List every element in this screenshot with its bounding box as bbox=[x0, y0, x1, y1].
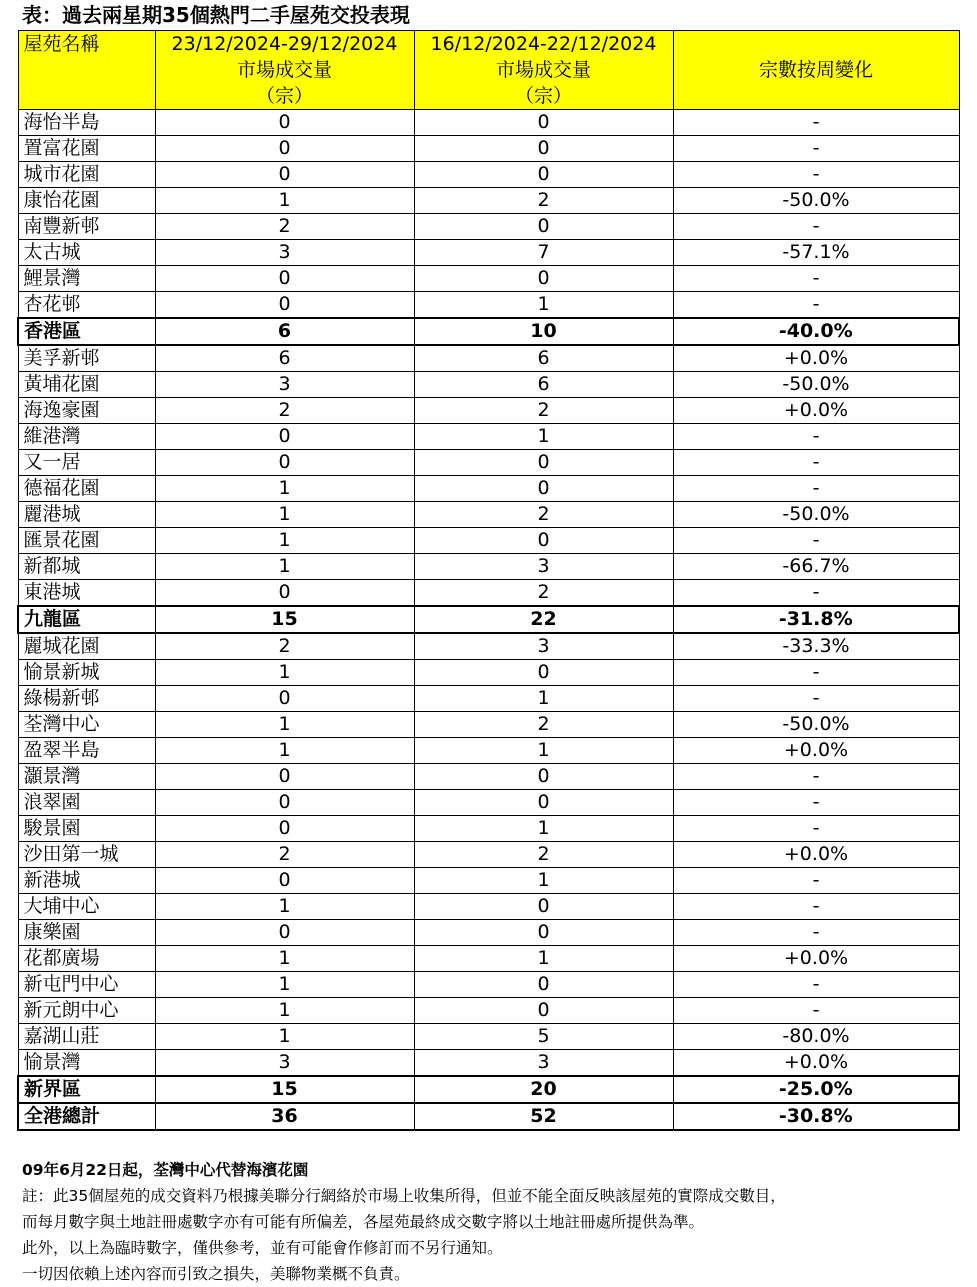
weekly-change-cell: -30.8% bbox=[673, 1103, 959, 1130]
table-row bbox=[18, 712, 959, 738]
previous-week-cell: 2 bbox=[414, 842, 673, 868]
previous-week-cell: 2 bbox=[414, 580, 673, 607]
page-title: 表：過去兩星期35個熱門二手屋苑交投表現 bbox=[22, 3, 410, 27]
current-week-cell: 1 bbox=[155, 1024, 414, 1050]
weekly-change-cell: +0.0% bbox=[673, 946, 959, 972]
current-week-cell: 1 bbox=[155, 894, 414, 920]
weekly-change-cell: - bbox=[673, 998, 959, 1024]
previous-week-cell: 1 bbox=[414, 292, 673, 319]
weekly-change-cell: - bbox=[673, 292, 959, 319]
table-row bbox=[18, 972, 959, 998]
table-row bbox=[18, 920, 959, 946]
disclaimer-line: 一切因依賴上述內容而引致之損失，美聯物業概不負責。 bbox=[22, 1265, 410, 1283]
current-week-cell: 2 bbox=[155, 633, 414, 660]
weekly-change-cell: -80.0% bbox=[673, 1024, 959, 1050]
table-row bbox=[18, 476, 959, 502]
previous-week-cell: 7 bbox=[414, 240, 673, 266]
estate-name-cell: 太古城 bbox=[18, 240, 155, 266]
header-line: 23/12/2024-29/12/2024 bbox=[171, 33, 398, 55]
estate-name-cell: 駿景園 bbox=[18, 816, 155, 842]
previous-week-cell: 0 bbox=[414, 894, 673, 920]
table-row bbox=[18, 240, 959, 266]
current-week-cell: 0 bbox=[155, 790, 414, 816]
previous-week-cell: 6 bbox=[414, 372, 673, 398]
weekly-change-cell: - bbox=[673, 528, 959, 554]
table-row bbox=[18, 266, 959, 292]
previous-week-cell: 3 bbox=[414, 633, 673, 660]
previous-week-cell: 1 bbox=[414, 946, 673, 972]
current-week-cell: 0 bbox=[155, 580, 414, 607]
weekly-change-cell: - bbox=[673, 790, 959, 816]
table-row bbox=[18, 738, 959, 764]
current-week-cell: 1 bbox=[155, 476, 414, 502]
weekly-change-cell: -50.0% bbox=[673, 372, 959, 398]
weekly-change-cell: +0.0% bbox=[673, 398, 959, 424]
previous-week-cell: 5 bbox=[414, 1024, 673, 1050]
current-week-cell: 0 bbox=[155, 136, 414, 162]
table-row bbox=[18, 188, 959, 214]
table-row bbox=[18, 946, 959, 972]
replacement-note: 09年6月22日起，荃灣中心代替海濱花園 bbox=[22, 1161, 309, 1179]
weekly-change-cell: -66.7% bbox=[673, 554, 959, 580]
table-row bbox=[18, 842, 959, 868]
previous-week-cell: 1 bbox=[414, 816, 673, 842]
table-row bbox=[18, 894, 959, 920]
weekly-change-cell: - bbox=[673, 476, 959, 502]
table-row bbox=[18, 660, 959, 686]
current-week-cell: 0 bbox=[155, 868, 414, 894]
header-previous-week bbox=[414, 31, 673, 110]
current-week-cell: 0 bbox=[155, 110, 414, 136]
current-week-cell: 0 bbox=[155, 686, 414, 712]
weekly-change-cell: - bbox=[673, 110, 959, 136]
estate-name-cell: 康怡花園 bbox=[18, 188, 155, 214]
weekly-change-cell: - bbox=[673, 686, 959, 712]
current-week-cell: 6 bbox=[155, 318, 414, 345]
estate-name-cell: 鯉景灣 bbox=[18, 266, 155, 292]
estate-name-cell: 杏花邨 bbox=[18, 292, 155, 319]
weekly-change-cell: - bbox=[673, 450, 959, 476]
estate-name-cell: 南豐新邨 bbox=[18, 214, 155, 240]
table-row bbox=[18, 450, 959, 476]
previous-week-cell: 2 bbox=[414, 502, 673, 528]
estate-name-cell: 德福花園 bbox=[18, 476, 155, 502]
table-row bbox=[18, 1050, 959, 1077]
header-current-week bbox=[155, 31, 414, 110]
weekly-change-cell: +0.0% bbox=[673, 1050, 959, 1077]
estate-name-cell: 灝景灣 bbox=[18, 764, 155, 790]
weekly-change-cell: - bbox=[673, 136, 959, 162]
header-line: 市場成交量 bbox=[495, 59, 591, 81]
estate-name-cell: 沙田第一城 bbox=[18, 842, 155, 868]
current-week-cell: 15 bbox=[155, 606, 414, 633]
estate-name-cell: 荃灣中心 bbox=[18, 712, 155, 738]
table-row bbox=[18, 580, 959, 607]
header-line: 16/12/2024-22/12/2024 bbox=[430, 33, 657, 55]
estate-name-cell: 城市花園 bbox=[18, 162, 155, 188]
weekly-change-cell: -40.0% bbox=[673, 318, 959, 345]
weekly-change-cell: +0.0% bbox=[673, 842, 959, 868]
current-week-cell: 1 bbox=[155, 660, 414, 686]
estate-name-cell: 新界區 bbox=[18, 1076, 155, 1103]
weekly-change-cell: -25.0% bbox=[673, 1076, 959, 1103]
table-row bbox=[18, 764, 959, 790]
weekly-change-cell: +0.0% bbox=[673, 345, 959, 372]
previous-week-cell: 1 bbox=[414, 424, 673, 450]
previous-week-cell: 0 bbox=[414, 476, 673, 502]
weekly-change-cell: - bbox=[673, 660, 959, 686]
estate-name-cell: 康樂園 bbox=[18, 920, 155, 946]
current-week-cell: 0 bbox=[155, 292, 414, 319]
previous-week-cell: 3 bbox=[414, 1050, 673, 1077]
table-row bbox=[18, 345, 959, 372]
estate-name-cell: 維港灣 bbox=[18, 424, 155, 450]
weekly-change-cell: -50.0% bbox=[673, 502, 959, 528]
header-weekly-change bbox=[673, 31, 959, 110]
current-week-cell: 0 bbox=[155, 450, 414, 476]
previous-week-cell: 0 bbox=[414, 998, 673, 1024]
estate-name-cell: 愉景灣 bbox=[18, 1050, 155, 1077]
previous-week-cell: 1 bbox=[414, 686, 673, 712]
estate-name-cell: 黃埔花園 bbox=[18, 372, 155, 398]
weekly-change-cell: - bbox=[673, 162, 959, 188]
current-week-cell: 15 bbox=[155, 1076, 414, 1103]
current-week-cell: 6 bbox=[155, 345, 414, 372]
header-estate-name bbox=[18, 31, 155, 110]
disclaimer-line: 此外，以上為臨時數字，僅供參考，並有可能會作修訂而不另行通知。 bbox=[22, 1239, 503, 1257]
current-week-cell: 1 bbox=[155, 998, 414, 1024]
current-week-cell: 1 bbox=[155, 972, 414, 998]
estate-name-cell: 匯景花園 bbox=[18, 528, 155, 554]
estate-name-cell: 浪翠園 bbox=[18, 790, 155, 816]
header-line: 屋苑名稱 bbox=[23, 33, 100, 55]
current-week-cell: 3 bbox=[155, 1050, 414, 1077]
previous-week-cell: 0 bbox=[414, 528, 673, 554]
previous-week-cell: 0 bbox=[414, 764, 673, 790]
current-week-cell: 1 bbox=[155, 502, 414, 528]
current-week-cell: 2 bbox=[155, 214, 414, 240]
table-row bbox=[18, 816, 959, 842]
current-week-cell: 0 bbox=[155, 424, 414, 450]
estate-name-cell: 置富花園 bbox=[18, 136, 155, 162]
previous-week-cell: 0 bbox=[414, 136, 673, 162]
current-week-cell: 1 bbox=[155, 712, 414, 738]
estate-name-cell: 新元朗中心 bbox=[18, 998, 155, 1024]
estate-name-cell: 海怡半島 bbox=[18, 110, 155, 136]
header-line: 宗數按周變化 bbox=[758, 59, 873, 81]
previous-week-cell: 0 bbox=[414, 790, 673, 816]
previous-week-cell: 2 bbox=[414, 712, 673, 738]
estate-name-cell: 大埔中心 bbox=[18, 894, 155, 920]
table-body bbox=[18, 110, 959, 1131]
table-row bbox=[18, 398, 959, 424]
table-row bbox=[18, 686, 959, 712]
weekly-change-cell: - bbox=[673, 580, 959, 607]
previous-week-cell: 1 bbox=[414, 868, 673, 894]
previous-week-cell: 0 bbox=[414, 660, 673, 686]
current-week-cell: 0 bbox=[155, 266, 414, 292]
district-subtotal-row bbox=[18, 318, 959, 345]
estate-name-cell: 全港總計 bbox=[18, 1103, 155, 1130]
weekly-change-cell: - bbox=[673, 868, 959, 894]
previous-week-cell: 2 bbox=[414, 398, 673, 424]
header-row bbox=[18, 31, 959, 110]
previous-week-cell: 6 bbox=[414, 345, 673, 372]
current-week-cell: 0 bbox=[155, 920, 414, 946]
weekly-change-cell: - bbox=[673, 894, 959, 920]
grand-total-row bbox=[18, 1103, 959, 1130]
estate-name-cell: 東港城 bbox=[18, 580, 155, 607]
previous-week-cell: 2 bbox=[414, 188, 673, 214]
estate-name-cell: 麗城花園 bbox=[18, 633, 155, 660]
current-week-cell: 0 bbox=[155, 764, 414, 790]
estate-name-cell: 海逸豪園 bbox=[18, 398, 155, 424]
estate-name-cell: 美孚新邨 bbox=[18, 345, 155, 372]
current-week-cell: 2 bbox=[155, 398, 414, 424]
table-row bbox=[18, 162, 959, 188]
current-week-cell: 3 bbox=[155, 240, 414, 266]
header-line: （宗） bbox=[514, 85, 572, 107]
weekly-change-cell: - bbox=[673, 214, 959, 240]
current-week-cell: 1 bbox=[155, 188, 414, 214]
current-week-cell: 3 bbox=[155, 372, 414, 398]
current-week-cell: 1 bbox=[155, 528, 414, 554]
previous-week-cell: 0 bbox=[414, 450, 673, 476]
estate-name-cell: 香港區 bbox=[18, 318, 155, 345]
previous-week-cell: 3 bbox=[414, 554, 673, 580]
transactions-table bbox=[17, 30, 960, 1131]
table-row bbox=[18, 502, 959, 528]
disclaimer-line: 而每月數字與土地註冊處數字亦有可能有所偏差，各屋苑最終成交數字將以土地註冊處所提供為準。 bbox=[22, 1213, 705, 1231]
weekly-change-cell: - bbox=[673, 266, 959, 292]
table-row bbox=[18, 1024, 959, 1050]
previous-week-cell: 0 bbox=[414, 266, 673, 292]
weekly-change-cell: +0.0% bbox=[673, 738, 959, 764]
table-row bbox=[18, 424, 959, 450]
header-line: 市場成交量 bbox=[236, 59, 332, 81]
district-subtotal-row bbox=[18, 1076, 959, 1103]
weekly-change-cell: - bbox=[673, 764, 959, 790]
table-row bbox=[18, 214, 959, 240]
current-week-cell: 0 bbox=[155, 162, 414, 188]
table-row bbox=[18, 372, 959, 398]
table-row bbox=[18, 633, 959, 660]
previous-week-cell: 22 bbox=[414, 606, 673, 633]
weekly-change-cell: -50.0% bbox=[673, 188, 959, 214]
current-week-cell: 2 bbox=[155, 842, 414, 868]
table-row bbox=[18, 868, 959, 894]
current-week-cell: 36 bbox=[155, 1103, 414, 1130]
estate-name-cell: 盈翠半島 bbox=[18, 738, 155, 764]
previous-week-cell: 0 bbox=[414, 214, 673, 240]
current-week-cell: 0 bbox=[155, 816, 414, 842]
table-row bbox=[18, 110, 959, 136]
estate-name-cell: 愉景新城 bbox=[18, 660, 155, 686]
previous-week-cell: 20 bbox=[414, 1076, 673, 1103]
current-week-cell: 1 bbox=[155, 554, 414, 580]
weekly-change-cell: -33.3% bbox=[673, 633, 959, 660]
previous-week-cell: 10 bbox=[414, 318, 673, 345]
previous-week-cell: 1 bbox=[414, 738, 673, 764]
table-row bbox=[18, 790, 959, 816]
header-line: （宗） bbox=[255, 85, 313, 107]
previous-week-cell: 0 bbox=[414, 920, 673, 946]
previous-week-cell: 0 bbox=[414, 110, 673, 136]
estate-name-cell: 綠楊新邨 bbox=[18, 686, 155, 712]
estate-name-cell: 新港城 bbox=[18, 868, 155, 894]
weekly-change-cell: -50.0% bbox=[673, 712, 959, 738]
weekly-change-cell: - bbox=[673, 424, 959, 450]
current-week-cell: 1 bbox=[155, 738, 414, 764]
table-row bbox=[18, 554, 959, 580]
previous-week-cell: 0 bbox=[414, 972, 673, 998]
estate-name-cell: 九龍區 bbox=[18, 606, 155, 633]
table-row bbox=[18, 136, 959, 162]
estate-name-cell: 花都廣場 bbox=[18, 946, 155, 972]
estate-name-cell: 新屯門中心 bbox=[18, 972, 155, 998]
table-row bbox=[18, 528, 959, 554]
estate-name-cell: 又一居 bbox=[18, 450, 155, 476]
footnotes bbox=[22, 1157, 786, 1287]
weekly-change-cell: -31.8% bbox=[673, 606, 959, 633]
weekly-change-cell: - bbox=[673, 972, 959, 998]
previous-week-cell: 0 bbox=[414, 162, 673, 188]
weekly-change-cell: - bbox=[673, 816, 959, 842]
table-row bbox=[18, 292, 959, 319]
current-week-cell: 1 bbox=[155, 946, 414, 972]
disclaimer-line: 註：此35個屋苑的成交資料乃根據美聯分行網絡於市場上收集所得，但並不能全面反映該屋苑的實際成交數目， bbox=[22, 1187, 786, 1205]
previous-week-cell: 52 bbox=[414, 1103, 673, 1130]
estate-name-cell: 新都城 bbox=[18, 554, 155, 580]
weekly-change-cell: - bbox=[673, 920, 959, 946]
estate-name-cell: 嘉湖山莊 bbox=[18, 1024, 155, 1050]
estate-name-cell: 麗港城 bbox=[18, 502, 155, 528]
table-row bbox=[18, 998, 959, 1024]
weekly-change-cell: -57.1% bbox=[673, 240, 959, 266]
district-subtotal-row bbox=[18, 606, 959, 633]
